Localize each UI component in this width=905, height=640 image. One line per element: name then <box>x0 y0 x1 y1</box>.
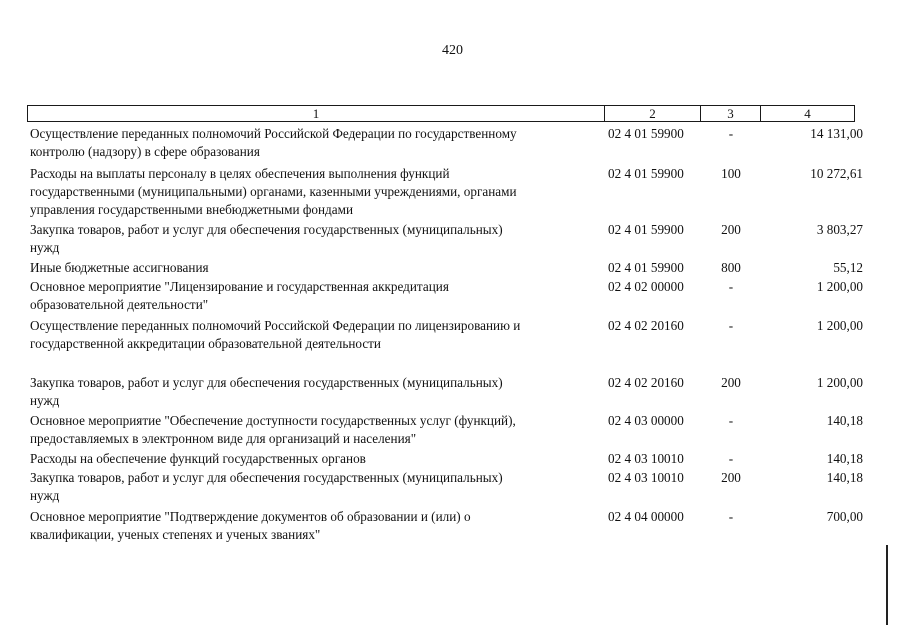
row-sum: 10 272,61 <box>810 166 863 181</box>
row-type: - <box>728 126 734 141</box>
row-name: Закупка товаров, работ и услуг для обеспечения государственных (муниципальных) нужд <box>30 375 503 408</box>
header-col-3: 3 <box>701 106 761 121</box>
row-code: 02 4 02 00000 <box>608 279 684 294</box>
row-code: 02 4 04 00000 <box>608 509 684 524</box>
row-name: Осуществление переданных полномочий Российской Федерации по лицензированию и государственной аккредитации образовательной деятельности <box>30 318 521 351</box>
row-name: Основное мероприятие "Лицензирование и государственная аккредитация образовательной деятельности" <box>30 279 449 312</box>
row-type: 200 <box>721 375 741 390</box>
row-type: - <box>728 413 734 428</box>
row-sum: 1 200,00 <box>816 318 863 333</box>
row-type: - <box>728 509 734 524</box>
row-type: 800 <box>721 260 741 275</box>
row-sum: 3 803,27 <box>816 222 863 237</box>
row-name: Закупка товаров, работ и услуг для обеспечения государственных (муниципальных) нужд <box>30 470 503 503</box>
row-code: 02 4 01 59900 <box>608 260 684 275</box>
row-code: 02 4 02 20160 <box>608 318 684 333</box>
row-name: Основное мероприятие "Подтверждение документов об образовании и (или) о квалификации, ученых степенях и ученых званиях" <box>30 509 471 542</box>
row-sum: 140,18 <box>826 470 863 485</box>
row-type: 100 <box>721 166 741 181</box>
header-col-4: 4 <box>804 106 811 121</box>
row-sum: 700,00 <box>826 509 863 524</box>
row-type: 200 <box>721 222 741 237</box>
row-type: 200 <box>721 470 741 485</box>
row-code: 02 4 01 59900 <box>608 166 684 181</box>
row-sum: 1 200,00 <box>816 279 863 294</box>
row-name: Основное мероприятие "Обеспечение доступности государственных услуг (функций), предоставляемых в электронном виде для организаций и населения" <box>30 413 516 446</box>
page-number: 420 <box>442 43 463 58</box>
row-code: 02 4 03 10010 <box>608 470 684 485</box>
scan-edge-line <box>886 545 888 625</box>
row-name: Закупка товаров, работ и услуг для обеспечения государственных (муниципальных) нужд <box>30 222 503 255</box>
row-type: - <box>728 451 734 466</box>
row-code: 02 4 01 59900 <box>608 222 684 237</box>
row-name: Расходы на выплаты персоналу в целях обеспечения выполнения функций государственными (муниципальными) органами, казенными учреждениями, органами управления государственными внебюджетными фондами <box>30 166 517 217</box>
row-sum: 1 200,00 <box>816 375 863 390</box>
row-sum: 55,12 <box>833 260 863 275</box>
row-code: 02 4 02 20160 <box>608 375 684 390</box>
row-code: 02 4 03 00000 <box>608 413 684 428</box>
row-sum: 140,18 <box>826 413 863 428</box>
row-sum: 140,18 <box>826 451 863 466</box>
row-code: 02 4 01 59900 <box>608 126 684 141</box>
row-name: Иные бюджетные ассигнования <box>30 260 209 275</box>
row-sum: 14 131,00 <box>810 126 863 141</box>
header-col-2: 2 <box>605 106 701 121</box>
row-code: 02 4 03 10010 <box>608 451 684 466</box>
row-type: - <box>728 279 734 294</box>
row-type: - <box>728 318 734 333</box>
row-name: Осуществление переданных полномочий Российской Федерации по государственному контролю (надзору) в сфере образования <box>30 126 517 159</box>
header-col-1: 1 <box>28 106 605 121</box>
row-name: Расходы на обеспечение функций государственных органов <box>30 451 366 466</box>
table-header <box>27 105 855 122</box>
